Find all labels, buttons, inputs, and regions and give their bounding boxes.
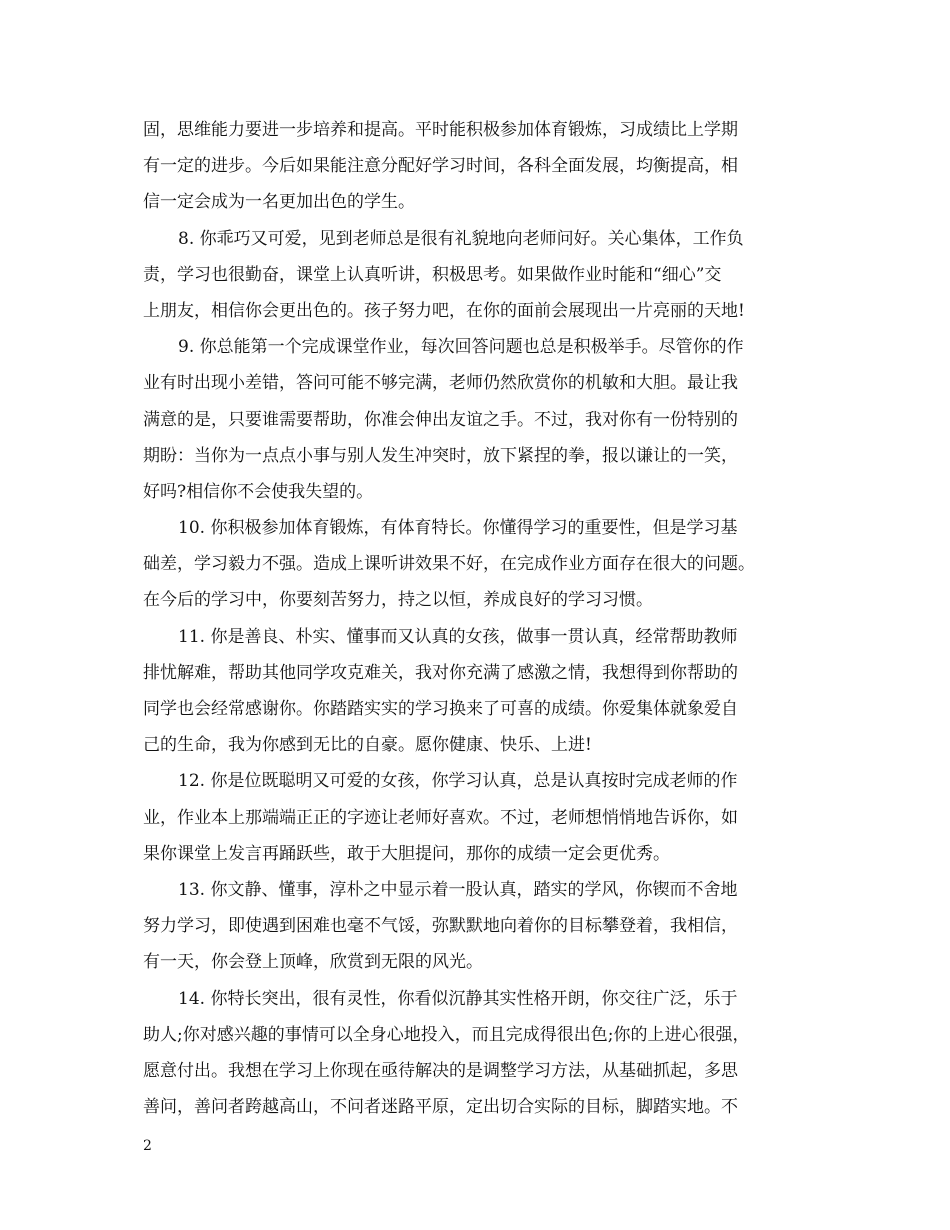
text-line: 12. 你是位既聪明又可爱的女孩，你学习认真，总是认真按时完成老师的作 bbox=[178, 771, 738, 792]
text-line: 排忧解难，帮助其他同学攻克难关，我对你充满了感激之情，我想得到你帮助的 bbox=[143, 662, 738, 683]
text-line: 果你课堂上发言再踊跃些，敢于大胆提问，那你的成绩一定会更优秀。 bbox=[143, 843, 670, 864]
text-line: 信一定会成为一名更加出色的学生。 bbox=[143, 192, 415, 213]
text-line: 10. 你积极参加体育锻炼，有体育特长。你懂得学习的重要性，但是学习基 bbox=[178, 518, 738, 539]
text-line: 在今后的学习中，你要刻苦努力，持之以恒，养成良好的学习习惯。 bbox=[143, 590, 653, 611]
text-line: 己的生命，我为你感到无比的自豪。愿你健康、快乐、上进! bbox=[143, 735, 592, 756]
text-line: 11. 你是善良、朴实、懂事而又认真的女孩，做事一贯认真，经常帮助教师 bbox=[178, 626, 738, 647]
text-line: 愿意付出。我想在学习上你现在亟待解决的是调整学习方法，从基础抓起，多思 bbox=[143, 1060, 738, 1081]
paragraph-p-14 bbox=[143, 981, 823, 1126]
text-line: 好吗?相信你不会使我失望的。 bbox=[143, 481, 374, 502]
paragraph-p-continued bbox=[143, 112, 823, 221]
text-line: 有一定的进步。今后如果能注意分配好学习时间，各科全面发展，均衡提高，相 bbox=[143, 156, 738, 177]
paragraph-p-8 bbox=[143, 221, 823, 330]
text-line: 固，思维能力要进一步培养和提高。平时能积极参加体育锻炼，习成绩比上学期 bbox=[143, 120, 738, 140]
paragraph-p-10 bbox=[143, 510, 823, 619]
text-line: 责，学习也很勤奋，课堂上认真听讲，积极思考。如果做作业时能和“细心”交 bbox=[143, 264, 722, 285]
text-line: 善问，善问者跨越高山，不问者迷路平原，定出切合实际的目标，脚踏实地。不 bbox=[143, 1097, 738, 1118]
text-line: 满意的是，只要谁需要帮助，你准会伸出友谊之手。不过，我对你有一份特别的 bbox=[143, 409, 738, 430]
document-body bbox=[143, 112, 823, 1125]
text-line: 础差，学习毅力不强。造成上课听讲效果不好，在完成作业方面存在很大的问题。 bbox=[143, 554, 755, 575]
text-line: 期盼：当你为一点点小事与别人发生冲突时，放下紧捏的拳，报以谦让的一笑， bbox=[143, 445, 738, 466]
text-line: 8. 你乖巧又可爱，见到老师总是很有礼貌地向老师问好。关心集体，工作负 bbox=[178, 228, 744, 249]
paragraph-p-9 bbox=[143, 329, 823, 510]
text-line: 努力学习，即使遇到困难也毫不气馁，弥默默地向着你的目标攀登着，我相信， bbox=[143, 916, 738, 937]
text-line: 业，作业本上那端端正正的字迹让老师好喜欢。不过，老师想悄悄地告诉你，如 bbox=[143, 807, 738, 828]
paragraph-p-13 bbox=[143, 872, 823, 981]
text-line: 助人;你对感兴趣的事情可以全身心地投入，而且完成得很出色;你的上进心很强， bbox=[143, 1024, 750, 1045]
text-line: 9. 你总能第一个完成课堂作业，每次回答问题也总是积极举手。尽管你的作 bbox=[178, 337, 744, 358]
paragraph-p-12 bbox=[143, 763, 823, 872]
text-line: 有一天，你会登上顶峰，欣赏到无限的风光。 bbox=[143, 952, 483, 973]
paragraph-p-11 bbox=[143, 619, 823, 764]
text-line: 同学也会经常感谢你。你踏踏实实的学习换来了可喜的成绩。你爱集体就象爱自 bbox=[143, 699, 738, 719]
text-line: 14. 你特长突出，很有灵性，你看似沉静其实性格开朗，你交往广泛，乐于 bbox=[178, 988, 738, 1009]
page-number: 2 bbox=[143, 1138, 152, 1154]
text-line: 上朋友，相信你会更出色的。孩子努力吧，在你的面前会展现出一片亮丽的天地! bbox=[143, 300, 745, 321]
text-line: 13. 你文静、懂事，淳朴之中显示着一股认真，踏实的学风，你锲而不舍地 bbox=[178, 879, 738, 900]
text-line: 业有时出现小差错，答问可能不够完满，老师仍然欣赏你的机敏和大胆。最让我 bbox=[143, 373, 738, 394]
